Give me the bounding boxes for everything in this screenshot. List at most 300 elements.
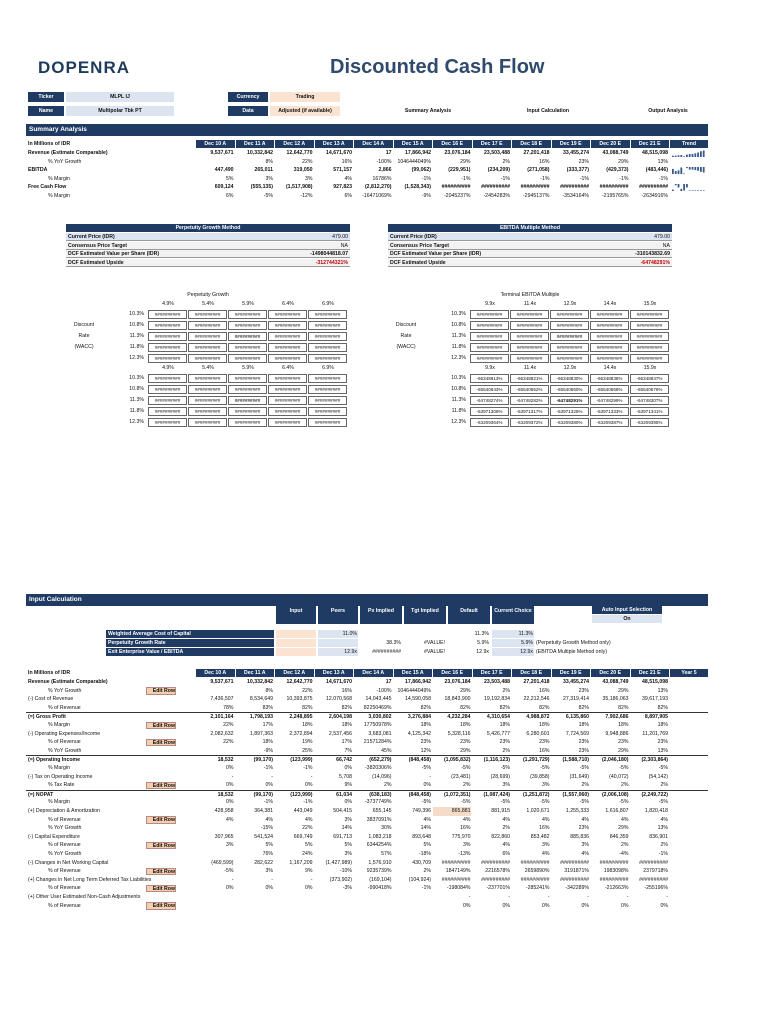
row-label: % YoY Growth — [48, 851, 82, 857]
trend-header: Trend — [670, 140, 708, 148]
table-cell: 655,145 — [372, 808, 392, 814]
grid-cell: -64748299% — [590, 396, 629, 405]
grid-column-header: 5.4% — [202, 301, 214, 307]
table-cell: 82% — [420, 704, 431, 711]
grid-cell: ########## — [228, 343, 267, 352]
table-cell: 2659890% — [524, 868, 550, 875]
table-cell: 19% — [302, 739, 313, 746]
param-input-cell[interactable] — [276, 648, 316, 656]
table-cell: -1% — [461, 175, 471, 182]
wacc-label: 12.3% — [451, 419, 466, 425]
param-px: 38.3% — [386, 640, 401, 646]
table-cell: 83% — [262, 704, 273, 711]
grid-cell: -65540660% — [550, 385, 589, 394]
emm-grid-title: Terminal EBITDA Multiple — [500, 292, 560, 298]
grid-cell: ########## — [188, 418, 227, 427]
grid-cell: ########## — [550, 321, 589, 330]
table-cell: 19,192,834 — [484, 696, 510, 703]
table-row — [26, 738, 708, 747]
table-cell: 1,020,671 — [526, 808, 550, 814]
wacc-label: 10.3% — [129, 311, 144, 317]
table-cell: 45% — [381, 747, 392, 754]
row-label: % YoY Growth — [48, 687, 82, 694]
grid-cell: -64748282% — [510, 396, 549, 405]
table-cell: 3,683,081 — [368, 730, 392, 737]
column-header: Dec 12 A — [275, 669, 314, 677]
table-cell: 2,101,164 — [210, 714, 234, 721]
row-label: (=) Operating Income — [28, 757, 81, 764]
table-cell: 9,537,671 — [210, 150, 234, 156]
grid-cell: ########## — [470, 321, 509, 330]
table-cell: 14,043,445 — [365, 696, 392, 703]
table-header — [26, 669, 708, 677]
grid-cell: ########## — [510, 321, 549, 330]
row-label: (-) Tax on Operating Income — [28, 773, 93, 780]
table-cell: 2,604,198 — [328, 714, 352, 721]
grid-cell: -63209372% — [510, 418, 549, 427]
column-header: Dec 15 A — [394, 669, 433, 677]
table-cell: 23% — [618, 739, 629, 746]
table-cell: - — [508, 894, 510, 900]
value-label: DCF Estimated Upside — [390, 259, 446, 266]
table-cell: -342289% — [565, 885, 589, 892]
row-label: EBITDA — [28, 167, 48, 174]
nav-input-calculation[interactable]: Input Calculation — [526, 108, 570, 114]
grid-cell: ########## — [510, 332, 549, 341]
grid-cell: ########## — [268, 321, 307, 330]
edit-row-button[interactable]: Edit Row — [146, 902, 176, 910]
row-label: % of Revenue — [48, 739, 81, 746]
auto-input-toggle[interactable]: On — [592, 615, 662, 623]
table-cell: 23% — [578, 739, 589, 746]
emm-row — [388, 250, 672, 258]
value: -310143832.69 — [635, 251, 670, 257]
table-cell: 14,671,670 — [326, 679, 352, 685]
table-cell: 2% — [502, 158, 510, 165]
table-row — [26, 764, 708, 773]
table-cell: 4% — [226, 816, 234, 823]
table-cell: 29% — [460, 158, 471, 165]
table-cell: 16% — [539, 687, 550, 694]
wacc-label: 12.3% — [451, 355, 466, 361]
grid-cell: -66348830% — [550, 374, 589, 383]
table-cell: 23% — [499, 739, 510, 746]
table-cell: 18% — [302, 722, 313, 728]
table-cell: 16% — [539, 747, 550, 754]
param-input-cell[interactable] — [276, 639, 316, 647]
column-header: Dec 14 A — [354, 140, 393, 148]
param-tgt — [404, 630, 446, 638]
table-cell: 4% — [423, 816, 431, 823]
grid-cell: ########## — [510, 343, 549, 352]
pgm-row — [66, 250, 350, 258]
table-cell: (1,251,872) — [522, 791, 550, 798]
edit-row-button[interactable]: Edit Row — [146, 885, 176, 893]
table-cell: 57% — [381, 851, 392, 857]
table-cell: -5% — [619, 765, 629, 771]
table-cell: 1046444049% — [397, 158, 431, 165]
table-cell: 23,076,184 — [444, 150, 471, 156]
param-header: Current Choice — [492, 606, 534, 624]
table-cell: ########## — [599, 184, 629, 191]
table-row — [26, 781, 708, 790]
grid-cell: ########## — [148, 332, 187, 341]
table-cell: 22% — [302, 687, 313, 694]
row-label: (+) Changes in Net Long Term Deferred Tax Liabilities — [28, 876, 152, 883]
table-cell: 6% — [344, 193, 352, 199]
data-value[interactable]: Adjusted (if available) — [270, 106, 340, 116]
param-def: 12.9x — [476, 649, 489, 655]
grid-column-header: 4.9% — [162, 365, 174, 371]
ticker-value[interactable]: MLPL IJ — [66, 92, 174, 102]
row-label: % of Revenue — [48, 816, 81, 823]
currency-value[interactable]: Trading — [270, 92, 340, 102]
table-cell: - — [271, 773, 273, 780]
grid-cell: ########## — [268, 407, 307, 416]
table-cell: 82% — [302, 704, 313, 711]
table-row — [26, 166, 708, 175]
grid-cell: ########## — [268, 396, 307, 405]
table-cell: 5,708 — [339, 773, 352, 780]
table-cell: - — [271, 876, 273, 883]
table-cell: 4,125,342 — [407, 730, 431, 737]
column-header: Dec 11 A — [236, 669, 275, 677]
table-cell: (1,557,060) — [562, 791, 589, 798]
table-cell: (99,170) — [253, 757, 273, 764]
table-cell: 17,866,942 — [405, 150, 431, 156]
grid-cell: ########## — [148, 354, 187, 363]
grid-cell: ########## — [308, 310, 347, 319]
grid-cell: -63971317% — [510, 407, 549, 416]
edit-row-button[interactable]: Edit Row — [146, 782, 176, 790]
table-cell: 2% — [463, 782, 471, 789]
table-cell: 76% — [262, 851, 273, 857]
table-cell: 1,255,333 — [565, 808, 589, 814]
grid-cell: ########## — [308, 354, 347, 363]
table-cell: 3191871% — [564, 868, 589, 875]
table-cell: (2,046,180) — [601, 757, 629, 764]
table-cell: -5% — [461, 765, 471, 771]
table-cell: (123,999) — [290, 757, 313, 764]
trend-bar — [675, 184, 677, 185]
table-cell: 18,843,900 — [444, 696, 471, 703]
trend-bar — [686, 184, 688, 188]
grid-cell: -63209395% — [630, 418, 669, 427]
table-cell: (469,599) — [211, 859, 234, 866]
table-cell: 22% — [223, 722, 234, 728]
table-cell: - — [231, 773, 234, 780]
table-cell: 16% — [460, 825, 471, 832]
table-cell: 16% — [539, 158, 550, 165]
table-cell: 504,415 — [333, 808, 352, 814]
table-cell: 749,396 — [412, 808, 431, 814]
param-label: Weighted Average Cost of Capital — [106, 630, 274, 638]
wacc-label: 11.3% — [129, 397, 144, 403]
table-row — [26, 687, 708, 696]
grid-cell: ########## — [228, 310, 267, 319]
row-label: % of Revenue — [48, 842, 81, 849]
year5-header: Year 5 — [670, 669, 708, 677]
table-cell: -2195765% — [601, 193, 629, 199]
trend-bar — [683, 156, 685, 157]
table-cell: 43,088,749 — [602, 150, 629, 156]
grid-cell: ########## — [188, 343, 227, 352]
table-cell: 1,820,418 — [644, 808, 668, 814]
table-cell: (28,699) — [490, 773, 510, 780]
wacc-label: 12.3% — [129, 355, 144, 361]
grid-cell: ########## — [148, 310, 187, 319]
grid-cell: ########## — [188, 354, 227, 363]
table-cell: 1,083,218 — [368, 833, 392, 840]
table-row — [26, 807, 708, 816]
trend-bar — [672, 169, 674, 174]
table-cell: 775,970 — [451, 833, 471, 840]
table-cell: 18% — [460, 722, 471, 728]
row-label: % Margin — [48, 799, 70, 806]
row-label: Revenue (Estimate Comparable) — [28, 679, 108, 685]
grid-cell: -65540676% — [630, 385, 669, 394]
table-cell: -5% — [579, 765, 589, 771]
table-cell: 29% — [618, 158, 629, 165]
table-cell: 29% — [618, 687, 629, 694]
table-row — [26, 884, 708, 893]
table-cell: -1% — [263, 799, 273, 806]
table-cell: -237701% — [486, 885, 510, 892]
grid-cell: -65540668% — [590, 385, 629, 394]
wacc-label: 10.8% — [451, 386, 466, 392]
table-cell: (483,446) — [645, 167, 668, 174]
table-cell: 8,897,905 — [644, 714, 668, 721]
trend-bar — [697, 167, 699, 171]
param-peers: 11.0% — [318, 630, 358, 638]
wacc-label: 11.3% — [451, 333, 466, 339]
table-cell: -1% — [263, 765, 273, 771]
table-cell: 82% — [578, 704, 589, 711]
table-cell: 2,866 — [378, 167, 392, 174]
column-header: Dec 12 A — [275, 140, 314, 148]
table-cell: 29% — [618, 825, 629, 832]
table-cell: 4% — [502, 816, 510, 823]
trend-bar — [700, 167, 702, 172]
table-row — [26, 876, 708, 885]
table-cell: 23% — [420, 739, 431, 746]
row-label: % of Revenue — [48, 885, 81, 892]
table-cell: 571,157 — [333, 167, 352, 174]
grid-cell: -66348838% — [590, 374, 629, 383]
table-cell: ########## — [639, 859, 668, 866]
table-cell: -3% — [342, 885, 352, 892]
table-cell: 22% — [302, 825, 313, 832]
row-label: Revenue (Estimate Comparable) — [28, 150, 108, 156]
table-cell: (169,104) — [369, 876, 392, 883]
edit-row-button[interactable]: Edit Row — [146, 816, 176, 824]
table-cell: 2,537,456 — [328, 730, 352, 737]
unit-label: In Millions of IDR — [28, 141, 71, 147]
grid-cell: ########## — [148, 321, 187, 330]
edit-row-button[interactable]: Edit Row — [146, 739, 176, 747]
table-cell: 1046444049% — [397, 687, 431, 694]
grid-cell: ########## — [308, 396, 347, 405]
value-label: Consensus Price Target — [390, 242, 450, 249]
grid-cell: ########## — [308, 407, 347, 416]
wacc-label: 11.8% — [451, 408, 466, 414]
wacc-label: 10.3% — [451, 311, 466, 317]
table-cell: -990418% — [367, 885, 392, 892]
table-cell: 6% — [502, 851, 510, 857]
emm-row — [388, 233, 672, 241]
table-cell: 4% — [305, 816, 313, 823]
table-cell: 2% — [502, 687, 510, 694]
trend-bar — [694, 167, 696, 170]
trend-bar — [697, 191, 699, 192]
table-row — [26, 175, 708, 184]
param-tgt: #VALUE! — [424, 640, 445, 646]
grid-cell: ########## — [188, 396, 227, 405]
table-cell: 3% — [226, 842, 234, 849]
grid-cell: ########## — [590, 321, 629, 330]
table-cell: 5% — [265, 842, 273, 849]
table-cell: 364,381 — [254, 808, 273, 814]
grid-column-header: 15.9x — [643, 365, 657, 371]
table-cell: 428,958 — [214, 808, 234, 814]
table-row — [26, 183, 708, 192]
value: -312744321% — [315, 259, 348, 266]
summary-section-title: Summary Analysis — [26, 124, 708, 136]
table-cell: - — [547, 894, 550, 900]
table-cell: 9% — [344, 782, 352, 789]
grid-cell: -63971333% — [590, 407, 629, 416]
grid-column-header: 14.4x — [603, 365, 617, 371]
wacc-axis-label: (WACC) — [396, 344, 416, 350]
grid-cell: ########## — [470, 310, 509, 319]
table-cell: ########## — [481, 859, 510, 866]
table-cell: 0% — [226, 765, 234, 771]
table-cell: 22% — [302, 158, 313, 165]
trend-bar — [703, 191, 705, 192]
table-cell: 3,276,884 — [407, 714, 431, 721]
table-cell: 4% — [581, 851, 589, 857]
trend-bar — [686, 167, 688, 168]
table-cell: 0% — [542, 902, 550, 909]
table-cell: (429,373) — [606, 167, 629, 174]
edit-row-button[interactable]: Edit Row — [146, 687, 176, 695]
table-cell: 691,713 — [333, 833, 352, 840]
param-peers — [318, 639, 358, 647]
table-cell: -5% — [658, 799, 668, 806]
table-cell: 0% — [463, 902, 471, 909]
table-cell: 2379718% — [643, 868, 668, 875]
grid-cell: ########## — [550, 354, 589, 363]
table-cell: ########## — [520, 184, 550, 191]
grid-cell: ########## — [228, 407, 267, 416]
table-cell: 2,248,895 — [289, 714, 313, 721]
table-cell: 82% — [618, 704, 629, 711]
table-cell: -198084% — [446, 885, 471, 892]
param-note: (EBITDA Multiple Method only) — [536, 649, 607, 655]
edit-row-button[interactable]: Edit Row — [146, 722, 176, 730]
edit-row-button[interactable]: Edit Row — [146, 868, 176, 876]
table-cell: 2% — [581, 782, 589, 789]
table-cell: 35,186,063 — [602, 696, 629, 703]
table-cell: 7% — [344, 747, 352, 754]
value: NA — [340, 242, 348, 249]
table-cell: 12,642,770 — [286, 679, 313, 685]
value-label: Current Price (IDR) — [68, 234, 115, 240]
table-cell: (54,142) — [648, 773, 668, 780]
table-cell: 4% — [265, 816, 273, 823]
table-cell: 2% — [660, 782, 668, 789]
table-cell: 0% — [581, 902, 589, 909]
grid-cell: ########## — [470, 354, 509, 363]
grid-cell: ########## — [148, 374, 187, 383]
nav-summary-analysis[interactable]: Summary Analysis — [404, 108, 452, 114]
table-cell: -16471069% — [362, 193, 392, 199]
table-cell: - — [626, 894, 629, 900]
table-cell: 13% — [657, 825, 668, 832]
wacc-label: 11.8% — [129, 408, 144, 414]
table-cell: 2% — [423, 868, 431, 875]
column-header: Dec 14 A — [354, 669, 393, 677]
wacc-label: 10.8% — [129, 322, 144, 328]
param-input-cell[interactable] — [276, 630, 316, 638]
value-label: DCF Estimated Upside — [68, 259, 124, 266]
table-cell: 10,332,842 — [247, 679, 273, 685]
table-cell: 17,866,942 — [405, 679, 431, 685]
table-cell: 17 — [385, 150, 392, 156]
table-cell: -18% — [418, 851, 431, 857]
input-section-title: Input Calculation — [26, 594, 708, 606]
trend-bar — [692, 167, 694, 170]
table-cell: 9,537,671 — [210, 679, 234, 685]
grid-cell: ########## — [268, 374, 307, 383]
trend-bar — [680, 189, 682, 191]
trend-bar — [672, 190, 674, 191]
table-cell: -9% — [421, 193, 431, 199]
row-label: % YoY Growth — [48, 825, 82, 832]
table-cell: -1% — [421, 885, 431, 892]
table-cell: 5,426,777 — [486, 730, 510, 737]
name-label: Name — [28, 106, 64, 116]
table-cell: 0% — [305, 885, 313, 892]
ticker-label: Ticker — [28, 92, 64, 102]
table-row — [26, 859, 708, 868]
table-cell: 27,319,414 — [563, 696, 589, 703]
table-cell: 836,901 — [649, 833, 668, 840]
table-cell: 609,124 — [214, 184, 234, 191]
table-cell: 29% — [460, 687, 471, 694]
table-cell: 0% — [305, 782, 313, 789]
table-cell: 14,671,670 — [326, 150, 352, 156]
table-cell: 23,076,184 — [444, 679, 471, 685]
trend-bar — [689, 191, 691, 192]
table-cell: ########## — [441, 876, 471, 883]
table-cell: - — [468, 894, 471, 900]
nav-output-analysis[interactable]: Output Analysis — [648, 108, 688, 114]
table-cell: - — [666, 894, 668, 900]
edit-row-button[interactable]: Edit Row — [146, 842, 176, 850]
table-cell: 307,965 — [214, 833, 234, 840]
table-cell: 8% — [265, 158, 273, 165]
trend-bar — [694, 191, 696, 192]
table-cell: (1,087,424) — [483, 791, 510, 798]
table-cell: 3% — [542, 842, 550, 849]
param-header: Default — [448, 606, 490, 624]
grid-column-header: 6.4% — [282, 365, 294, 371]
table-cell: (1,095,832) — [443, 757, 471, 764]
table-cell: 3% — [502, 782, 510, 789]
row-label: (+) Other User Estimated Non-Cash Adjustments — [28, 894, 141, 900]
table-cell: (2,812,270) — [364, 184, 392, 191]
